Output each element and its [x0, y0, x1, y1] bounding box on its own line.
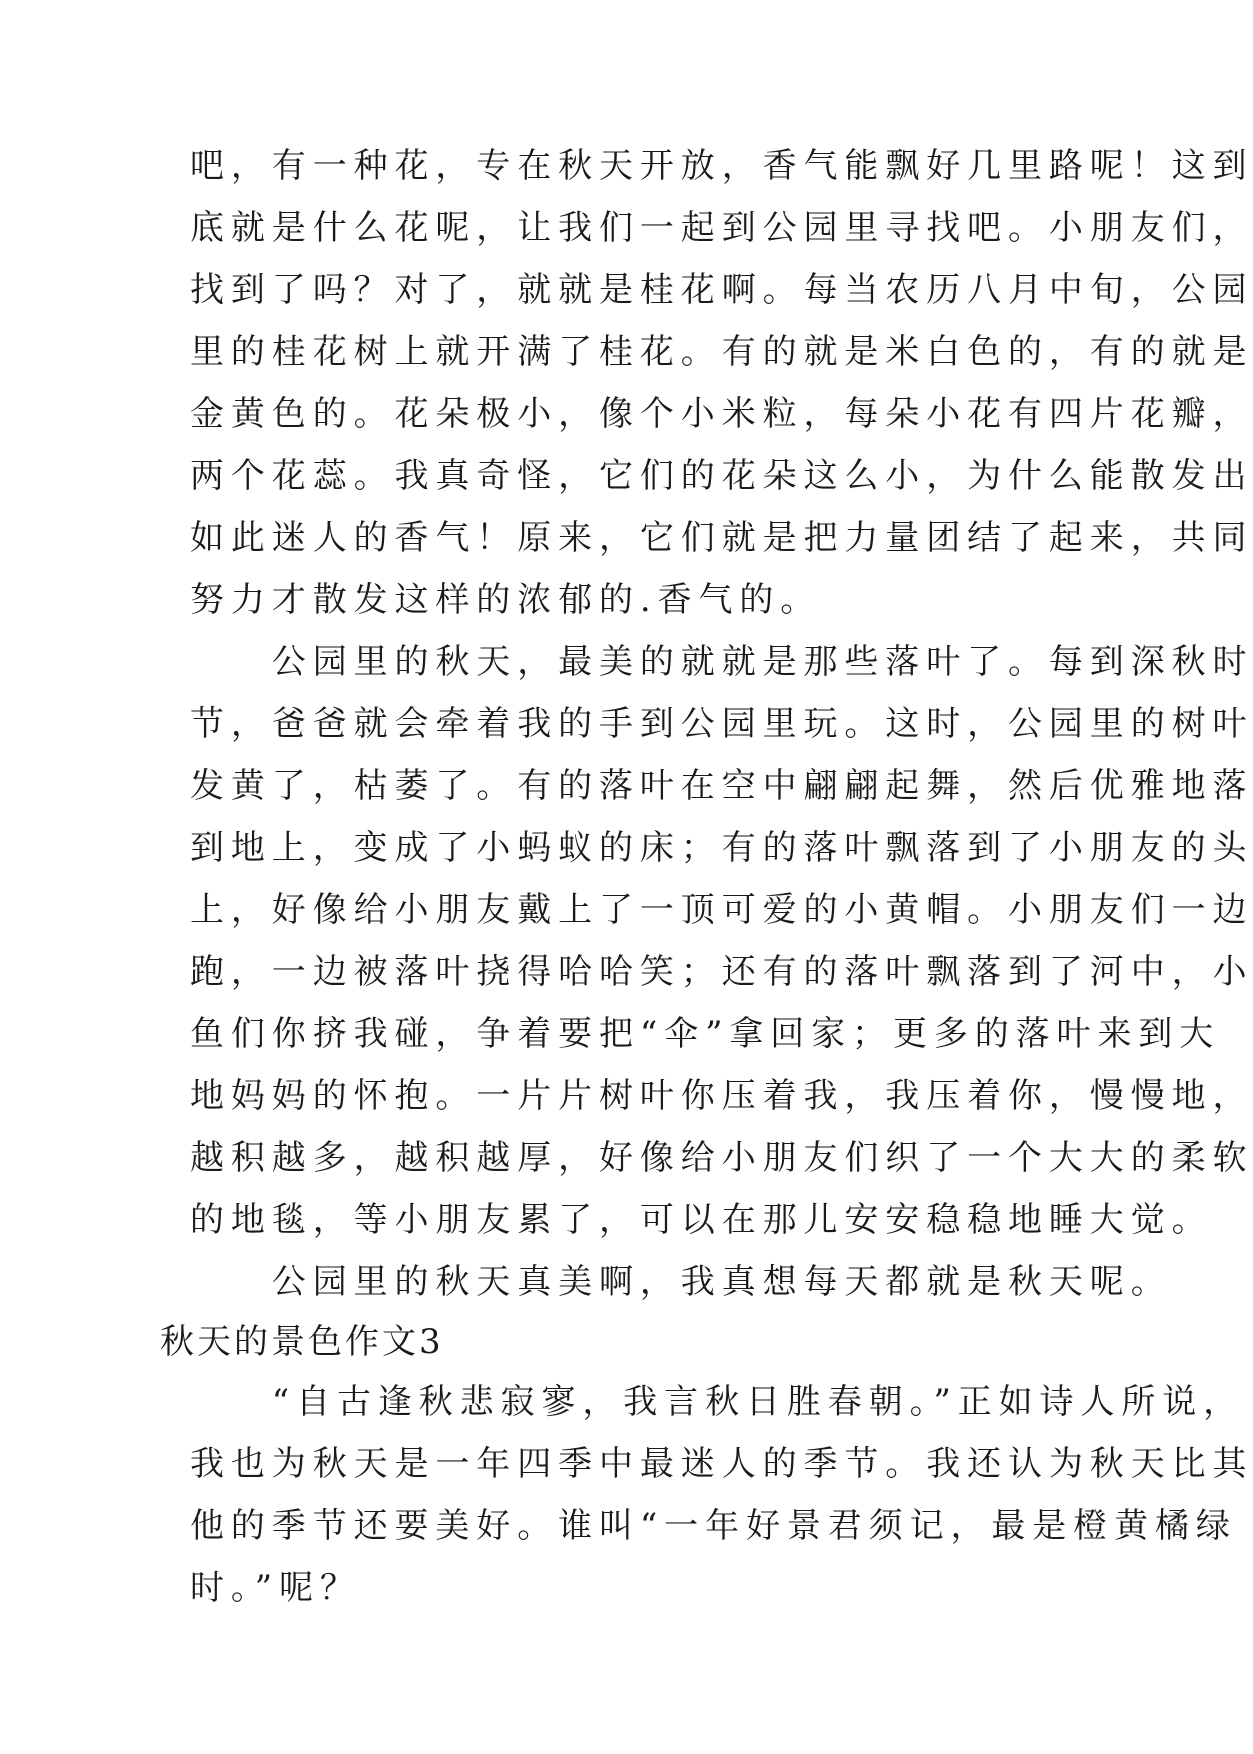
paragraph-line: 节，爸爸就会牵着我的手到公园里玩。这时，公园里的树叶 [190, 704, 1253, 744]
paragraph-line: 到地上，变成了小蚂蚁的床；有的落叶飘落到了小朋友的头 [190, 828, 1253, 868]
paragraph-line: 时。”呢？ [190, 1568, 361, 1608]
paragraph-line: 公园里的秋天，最美的就就是那些落叶了。每到深秋时 [190, 642, 1253, 682]
paragraph-line: 鱼们你挤我碰，争着要把“伞”拿回家；更多的落叶来到大 [190, 1014, 1221, 1054]
paragraph-line: “自古逢秋悲寂寥，我言秋日胜春朝。”正如诗人所说， [190, 1382, 1245, 1422]
paragraph-line: 努力才散发这样的浓郁的.香气的。 [190, 580, 822, 620]
paragraph-line: 发黄了，枯萎了。有的落叶在空中翩翩起舞，然后优雅地落 [190, 766, 1253, 806]
paragraph-line: 如此迷人的香气！原来，它们就是把力量团结了起来，共同 [190, 518, 1253, 558]
paragraph-line: 吧，有一种花，专在秋天开放，香气能飘好几里路呢！这到 [190, 146, 1253, 186]
paragraph-line: 金黄色的。花朵极小，像个小米粒，每朵小花有四片花瓣， [190, 394, 1253, 434]
section-heading: 秋天的景色作文3 [160, 1322, 444, 1362]
paragraph-line: 两个花蕊。我真奇怪，它们的花朵这么小，为什么能散发出 [190, 456, 1253, 496]
paragraph-line: 我也为秋天是一年四季中最迷人的季节。我还认为秋天比其 [190, 1444, 1253, 1484]
paragraph-line: 上，好像给小朋友戴上了一顶可爱的小黄帽。小朋友们一边 [190, 890, 1253, 930]
paragraph-line: 找到了吗？对了，就就是桂花啊。每当农历八月中旬，公园 [190, 270, 1253, 310]
paragraph-line: 越积越多，越积越厚，好像给小朋友们织了一个大大的柔软 [190, 1138, 1253, 1178]
paragraph-line: 的地毯，等小朋友累了，可以在那儿安安稳稳地睡大觉。 [190, 1200, 1213, 1240]
paragraph-line: 地妈妈的怀抱。一片片树叶你压着我，我压着你，慢慢地， [190, 1076, 1253, 1116]
paragraph-line: 底就是什么花呢，让我们一起到公园里寻找吧。小朋友们， [190, 208, 1253, 248]
paragraph-line: 里的桂花树上就开满了桂花。有的就是米白色的，有的就是 [190, 332, 1253, 372]
paragraph-line: 他的季节还要美好。谁叫“一年好景君须记，最是橙黄橘绿 [190, 1506, 1237, 1546]
paragraph-line: 公园里的秋天真美啊，我真想每天都就是秋天呢。 [190, 1262, 1172, 1302]
paragraph-line: 跑，一边被落叶挠得哈哈笑；还有的落叶飘落到了河中，小 [190, 952, 1253, 992]
